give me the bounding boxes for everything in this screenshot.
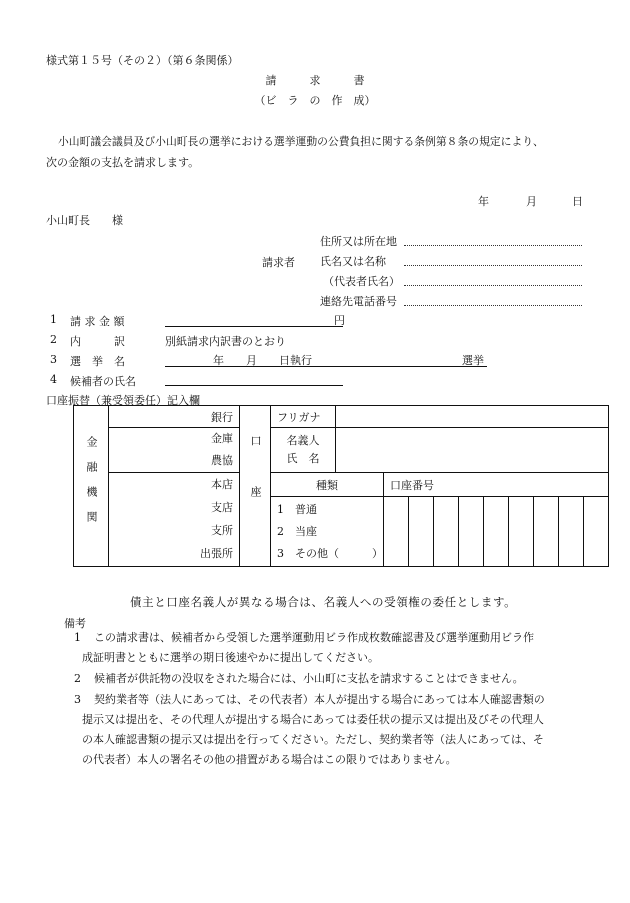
- remark-text: この請求書は、候補者から受領した選挙運動用ビラ作成枚数確認書及び選挙運動用ビラ作: [94, 631, 534, 644]
- breakdown-value: 別紙請求内訳書のとおり: [165, 335, 286, 348]
- claimant-label: 請求者: [262, 256, 295, 269]
- remark-num: 3: [74, 693, 81, 706]
- remarks-heading: 備考: [64, 617, 86, 630]
- candidate-name-field[interactable]: [165, 385, 343, 386]
- item-num: 4: [50, 373, 57, 386]
- bank-type-cell: [109, 406, 240, 428]
- account-digit[interactable]: [509, 497, 534, 567]
- furigana-field[interactable]: [336, 406, 609, 428]
- intro-line-1: 小山町議会議員及び小山町長の選挙における選挙運動の公費負担に関する条例第８条の規定により、: [58, 135, 544, 148]
- item-label: 請 求 金 額: [70, 315, 125, 328]
- item-num: 2: [50, 333, 57, 346]
- kinko-label: 金庫: [211, 432, 233, 445]
- holder-name-field[interactable]: [336, 428, 609, 473]
- delegation-note: 債主と口座名義人が異なる場合は、名義人への受領権の委任とします。: [130, 595, 517, 609]
- addressee: 小山町長 様: [46, 214, 123, 227]
- remark-num: 1: [74, 631, 81, 644]
- intro-line-2: 次の金額の支払を請求します。: [46, 156, 200, 169]
- remark-text: の本人確認書類の提示又は提出を行ってください。ただし、契約業者等（法人にあっては、そ: [82, 733, 544, 746]
- institution-label: 金融機関: [85, 436, 98, 536]
- remark-text: 成証明書とともに選挙の期日後速やかに提出してください。: [82, 651, 379, 664]
- phone-label: 連絡先電話番号: [320, 295, 397, 308]
- account-digit[interactable]: [434, 497, 459, 567]
- furigana-label: フリガナ: [277, 410, 321, 424]
- remark-text: 候補者が供託物の没収をされた場合には、小山町に支払を請求することはできません。: [94, 672, 524, 685]
- branch-cell: [109, 473, 240, 567]
- branch-shisho: 支所: [211, 524, 233, 537]
- page-title: 請 求 書: [265, 74, 365, 87]
- kinko-nokyo-cell: [109, 428, 240, 473]
- nokyo-label: 農協: [211, 454, 233, 467]
- type-label-cell: [271, 473, 384, 497]
- item-label: 候補者の氏名: [70, 375, 136, 388]
- remark-text: 提示又は提出を、その代理人が提出する場合にあっては委任状の提示又は提出及びその代理人: [82, 713, 544, 726]
- type-option-futsu[interactable]: 1 普通: [277, 502, 317, 516]
- furigana-label-cell: [271, 406, 336, 428]
- holder-label-cell: [271, 428, 336, 473]
- account-digit[interactable]: [459, 497, 484, 567]
- account-number-label: 口座番号: [390, 478, 434, 492]
- bank-label: 銀行: [211, 410, 233, 424]
- account-label: 口座: [249, 435, 262, 537]
- account-digit[interactable]: [484, 497, 509, 567]
- item-num: 3: [50, 353, 57, 366]
- phone-field[interactable]: [404, 305, 582, 306]
- type-label: 種類: [316, 478, 338, 492]
- branch-honten: 本店: [211, 478, 233, 491]
- amount-field[interactable]: [165, 326, 343, 327]
- type-option-other[interactable]: 3 その他（ ）: [277, 546, 383, 560]
- account-digit[interactable]: [584, 497, 609, 567]
- account-label-cell: [240, 406, 271, 567]
- date-month: 月: [526, 195, 537, 208]
- account-digit[interactable]: [559, 497, 584, 567]
- address-label: 住所又は所在地: [320, 235, 397, 248]
- election-field[interactable]: [165, 366, 487, 367]
- type-option-toza[interactable]: 2 当座: [277, 524, 317, 538]
- branch-shiten: 支店: [211, 501, 233, 514]
- amount-unit: 円: [334, 314, 345, 327]
- account-digit[interactable]: [534, 497, 559, 567]
- remark-text: の代表者）本人の署名その他の措置がある場合はこの限りではありません。: [82, 753, 457, 766]
- account-digit[interactable]: [384, 497, 409, 567]
- election-date: 年 月 日執行: [213, 354, 312, 367]
- branch-shutchojo: 出張所: [200, 547, 233, 560]
- account-types-cell: [271, 497, 384, 567]
- item-label: 選 挙 名: [70, 355, 125, 368]
- page-subtitle: （ビ ラ の 作 成）: [254, 94, 376, 107]
- name-label: 氏名又は名称: [320, 255, 386, 268]
- address-field[interactable]: [404, 245, 582, 246]
- date-year: 年: [478, 195, 489, 208]
- account-digit[interactable]: [409, 497, 434, 567]
- representative-field[interactable]: [404, 285, 582, 286]
- bank-table: [73, 405, 609, 567]
- holder-label-2: 氏 名: [286, 452, 320, 465]
- bank-section-heading: 口座振替（兼受領委任）記入欄: [46, 394, 200, 407]
- number-label-cell: [384, 473, 609, 497]
- remark-num: 2: [74, 672, 81, 685]
- date-day: 日: [572, 195, 583, 208]
- form-number: 様式第１５号（その２）（第６条関係）: [46, 54, 239, 67]
- name-field[interactable]: [404, 265, 582, 266]
- remark-text: 契約業者等（法人にあっては、その代表者）本人が提出する場合にあっては本人確認書類の: [94, 693, 545, 706]
- item-num: 1: [50, 313, 57, 326]
- institution-cell: [74, 406, 109, 567]
- holder-label-1: 名義人: [286, 434, 320, 447]
- representative-label: （代表者氏名）: [323, 275, 400, 288]
- election-suffix: 選挙: [462, 354, 484, 367]
- item-label: 内 訳: [70, 335, 125, 348]
